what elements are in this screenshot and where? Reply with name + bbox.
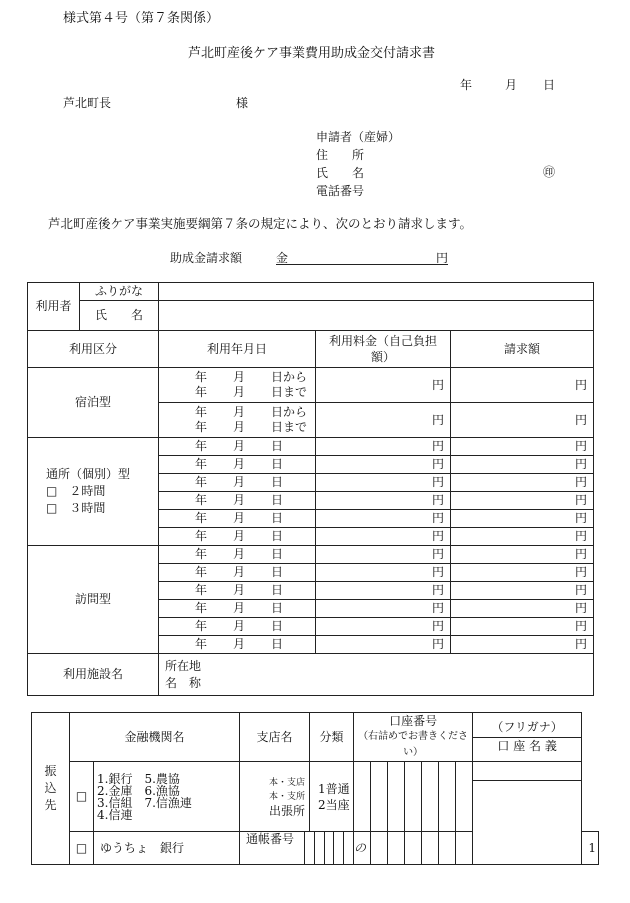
passbook-no-cell xyxy=(354,832,371,865)
account-type-cell[interactable] xyxy=(310,762,354,832)
fee-cell[interactable] xyxy=(316,600,451,618)
month-unit: 月 xyxy=(233,457,246,471)
day-unit: 日 xyxy=(271,457,284,471)
passbook-digit[interactable] xyxy=(334,832,344,864)
holder-furigana-label: （フリガナ） xyxy=(473,719,581,738)
bank-checkbox[interactable]: □ xyxy=(70,762,94,832)
statement: 芦北町産後ケア事業実施要綱第７条の規定により、次のとおり請求します。 xyxy=(48,216,473,231)
furigana-label: ふりがな xyxy=(80,283,159,301)
claim-cell[interactable] xyxy=(451,600,594,618)
home-visit-label: 訪問型 xyxy=(28,546,159,654)
account-digit-cell[interactable] xyxy=(439,762,456,832)
passbook-digit[interactable] xyxy=(344,832,353,864)
until-unit: 日まで xyxy=(271,420,308,434)
institution-type-option: 4.信連 xyxy=(97,807,133,822)
date-cell[interactable] xyxy=(159,456,316,474)
day-visit-option-3h[interactable]: □ ３時間 xyxy=(46,501,106,515)
category-header: 分類 xyxy=(310,713,354,762)
month-unit: 月 xyxy=(233,475,246,489)
account-digit-cell[interactable] xyxy=(422,762,439,832)
stay-date-range[interactable] xyxy=(159,403,316,438)
applicant-name-label: 氏 名 xyxy=(316,166,365,180)
bank-table xyxy=(31,712,599,865)
passbook-last-digit xyxy=(582,832,599,865)
account-type-option: 1普通 xyxy=(318,781,350,796)
page-title: 芦北町産後ケア事業費用助成金交付請求書 xyxy=(188,46,436,61)
account-number-title: 口座番号 xyxy=(389,714,438,728)
day-unit: 日 xyxy=(271,493,284,507)
passbook-digit-cell[interactable] xyxy=(388,832,405,865)
yen-unit: 円 xyxy=(431,547,444,561)
addressee-name: 芦北町長 xyxy=(63,96,112,110)
furigana-input[interactable] xyxy=(159,283,594,301)
passbook-digit-cell[interactable] xyxy=(405,832,422,865)
date-cell[interactable] xyxy=(159,492,316,510)
yen-unit: 円 xyxy=(575,475,588,489)
month-unit: 月 xyxy=(233,583,246,597)
branch-type-cell[interactable] xyxy=(240,762,310,832)
passbook-digit-cell[interactable] xyxy=(456,832,473,865)
applicant-heading: 申請者（産婦） xyxy=(316,130,401,144)
month-unit: 月 xyxy=(233,601,246,615)
from-unit: 日から xyxy=(271,370,308,384)
account-digit-cell[interactable] xyxy=(405,762,422,832)
fee-cell[interactable] xyxy=(316,564,451,582)
day-visit-label: 通所（個別）型 xyxy=(46,467,131,481)
branch-type-option: 本・支店 xyxy=(269,777,306,788)
claim-cell[interactable] xyxy=(451,456,594,474)
yen-unit: 円 xyxy=(575,493,588,507)
claim-amount-field[interactable] xyxy=(276,249,448,265)
facility-name-label: 名 称 xyxy=(165,675,202,690)
fee-cell[interactable] xyxy=(316,368,451,403)
day-unit: 日 xyxy=(271,637,284,651)
claim-cell[interactable] xyxy=(451,368,594,403)
stay-date-range[interactable] xyxy=(159,368,316,403)
month-unit: 月 xyxy=(233,529,246,543)
passbook-digit[interactable] xyxy=(325,832,335,864)
claim-cell[interactable] xyxy=(451,403,594,438)
fee-cell[interactable] xyxy=(316,492,451,510)
date-year: 年 xyxy=(460,78,473,92)
account-digit-cell[interactable] xyxy=(354,762,371,832)
until-unit: 日まで xyxy=(271,385,308,399)
user-label: 利用者 xyxy=(28,283,80,331)
fee-cell[interactable] xyxy=(316,582,451,600)
year-unit: 年 xyxy=(195,619,208,633)
year-unit: 年 xyxy=(195,405,208,419)
fee-header: 利用料金（自己負担額） xyxy=(316,331,451,368)
claim-cell[interactable] xyxy=(451,636,594,654)
passbook-digit[interactable] xyxy=(305,832,315,864)
month-unit: 月 xyxy=(233,565,246,579)
fee-cell[interactable] xyxy=(316,528,451,546)
facility-location-label: 所在地 xyxy=(165,658,202,673)
year-unit: 年 xyxy=(195,457,208,471)
year-unit: 年 xyxy=(195,583,208,597)
yen-unit: 円 xyxy=(575,377,588,392)
yen-unit: 円 xyxy=(431,619,444,633)
yen-unit: 円 xyxy=(431,637,444,651)
date-cell[interactable] xyxy=(159,582,316,600)
fee-cell[interactable] xyxy=(316,546,451,564)
usage-table xyxy=(27,282,594,696)
date-cell[interactable] xyxy=(159,438,316,456)
yucho-checkbox[interactable]: □ xyxy=(70,832,94,865)
fee-cell[interactable] xyxy=(316,474,451,492)
month-unit: 月 xyxy=(233,511,246,525)
holder-furigana-input[interactable] xyxy=(473,762,581,781)
yen-unit: 円 xyxy=(431,412,444,427)
institution-types xyxy=(94,762,240,832)
facility-label: 利用施設名 xyxy=(28,654,159,696)
fee-cell[interactable] xyxy=(316,636,451,654)
year-unit: 年 xyxy=(195,370,208,384)
day-unit: 日 xyxy=(271,439,284,453)
yen-unit: 円 xyxy=(431,583,444,597)
date-cell[interactable] xyxy=(159,510,316,528)
day-visit-label-cell xyxy=(28,438,159,546)
yen-unit: 円 xyxy=(575,457,588,471)
date-cell[interactable] xyxy=(159,636,316,654)
date-day: 日 xyxy=(543,78,556,92)
month-unit: 月 xyxy=(233,405,246,419)
year-unit: 年 xyxy=(195,547,208,561)
yen-unit: 円 xyxy=(575,619,588,633)
fee-cell[interactable] xyxy=(316,438,451,456)
form-number: 様式第４号（第７条関係） xyxy=(63,11,220,26)
yucho-label: ゆうちょ 銀行 xyxy=(94,832,240,865)
day-unit: 日 xyxy=(271,475,284,489)
passbook-digit-cell[interactable] xyxy=(371,832,388,865)
year-unit: 年 xyxy=(195,385,208,399)
branch-type-option: 本・支所 xyxy=(269,791,306,802)
yen-unit: 円 xyxy=(431,475,444,489)
year-unit: 年 xyxy=(195,637,208,651)
yen-unit: 円 xyxy=(431,565,444,579)
year-unit: 年 xyxy=(195,529,208,543)
month-unit: 月 xyxy=(233,370,246,384)
yen-unit: 円 xyxy=(431,511,444,525)
passbook-digit-cell[interactable] xyxy=(422,832,439,865)
year-unit: 年 xyxy=(195,439,208,453)
claim-cell[interactable] xyxy=(451,474,594,492)
stay-label: 宿泊型 xyxy=(28,368,159,438)
user-name-input[interactable] xyxy=(159,301,594,331)
account-digit-cell[interactable] xyxy=(388,762,405,832)
one-label: 1 xyxy=(588,840,596,855)
fee-cell[interactable] xyxy=(316,403,451,438)
holder-label: 口 座 名 義 xyxy=(497,738,557,753)
day-unit: 日 xyxy=(271,619,284,633)
yen-unit: 円 xyxy=(431,601,444,615)
yen-unit: 円 xyxy=(575,547,588,561)
yen-unit: 円 xyxy=(431,457,444,471)
yen-unit: 円 xyxy=(575,529,588,543)
category-header: 利用区分 xyxy=(28,331,159,368)
claim-amount-unit: 円 xyxy=(435,251,448,265)
year-unit: 年 xyxy=(195,420,208,434)
passbook-cell[interactable] xyxy=(240,832,354,865)
institution-type-option: 3.信組 7.信漁連 xyxy=(97,795,192,810)
yen-unit: 円 xyxy=(575,637,588,651)
fee-cell[interactable] xyxy=(316,456,451,474)
institution-type-option: 1.銀行 5.農協 xyxy=(97,771,180,786)
claim-cell[interactable] xyxy=(451,546,594,564)
seal-icon: ㊞ xyxy=(543,165,556,179)
date-cell[interactable] xyxy=(159,564,316,582)
yen-unit: 円 xyxy=(575,439,588,453)
claim-header: 請求額 xyxy=(451,331,594,368)
claim-cell[interactable] xyxy=(451,564,594,582)
yen-unit: 円 xyxy=(575,412,588,427)
day-unit: 日 xyxy=(271,601,284,615)
year-unit: 年 xyxy=(195,475,208,489)
claim-cell[interactable] xyxy=(451,438,594,456)
yen-unit: 円 xyxy=(575,601,588,615)
account-digit-cell[interactable] xyxy=(456,762,473,832)
no-label: の xyxy=(354,840,367,855)
passbook-digit-cell[interactable] xyxy=(439,832,456,865)
branch-header: 支店名 xyxy=(240,713,310,762)
day-unit: 日 xyxy=(271,547,284,561)
date-header: 利用年月日 xyxy=(159,331,316,368)
account-type-option: 2当座 xyxy=(318,797,350,812)
month-unit: 月 xyxy=(233,493,246,507)
date-cell[interactable] xyxy=(159,546,316,564)
year-unit: 年 xyxy=(195,601,208,615)
day-unit: 日 xyxy=(271,583,284,597)
yen-unit: 円 xyxy=(575,565,588,579)
claim-cell[interactable] xyxy=(451,618,594,636)
claim-amount-label: 助成金請求額 xyxy=(170,251,243,265)
branch-type-option: 出張所 xyxy=(269,803,306,818)
account-digit-cell[interactable] xyxy=(371,762,388,832)
holder-header xyxy=(473,713,582,762)
date-cell[interactable] xyxy=(159,618,316,636)
month-unit: 月 xyxy=(233,385,246,399)
year-unit: 年 xyxy=(195,511,208,525)
fee-cell[interactable] xyxy=(316,618,451,636)
transfer-side-label: 振込先 xyxy=(32,713,70,865)
holder-input[interactable] xyxy=(473,762,582,865)
from-unit: 日から xyxy=(271,405,308,419)
yen-unit: 円 xyxy=(575,511,588,525)
account-number-header xyxy=(354,713,473,762)
yen-unit: 円 xyxy=(431,377,444,392)
passbook-label: 通帳番号 xyxy=(240,832,305,864)
yen-unit: 円 xyxy=(431,493,444,507)
user-name-label: 氏 名 xyxy=(80,301,159,331)
month-unit: 月 xyxy=(233,439,246,453)
yen-unit: 円 xyxy=(431,439,444,453)
month-unit: 月 xyxy=(233,547,246,561)
month-unit: 月 xyxy=(233,420,246,434)
month-unit: 月 xyxy=(233,619,246,633)
year-unit: 年 xyxy=(195,565,208,579)
month-unit: 月 xyxy=(233,637,246,651)
yen-unit: 円 xyxy=(575,583,588,597)
date-month: 月 xyxy=(505,78,518,92)
day-unit: 日 xyxy=(271,565,284,579)
applicant-phone-label: 電話番号 xyxy=(316,184,365,198)
date-cell[interactable] xyxy=(159,528,316,546)
date-cell[interactable] xyxy=(159,600,316,618)
day-unit: 日 xyxy=(271,511,284,525)
facility-input[interactable] xyxy=(159,654,594,696)
date-cell[interactable] xyxy=(159,474,316,492)
claim-cell[interactable] xyxy=(451,492,594,510)
claim-amount-prefix: 金 xyxy=(276,251,289,265)
claim-cell[interactable] xyxy=(451,528,594,546)
day-unit: 日 xyxy=(271,529,284,543)
passbook-digit[interactable] xyxy=(315,832,325,864)
claim-cell[interactable] xyxy=(451,582,594,600)
institution-type-option: 2.金庫 6.漁協 xyxy=(97,783,180,798)
yen-unit: 円 xyxy=(431,529,444,543)
account-number-note: （右詰めでお書きください） xyxy=(358,731,469,758)
claim-cell[interactable] xyxy=(451,510,594,528)
year-unit: 年 xyxy=(195,493,208,507)
day-visit-option-2h[interactable]: □ ２時間 xyxy=(46,484,106,498)
institution-header: 金融機関名 xyxy=(70,713,240,762)
applicant-address-label: 住 所 xyxy=(316,148,365,162)
fee-cell[interactable] xyxy=(316,510,451,528)
addressee-honorific: 様 xyxy=(236,96,249,110)
